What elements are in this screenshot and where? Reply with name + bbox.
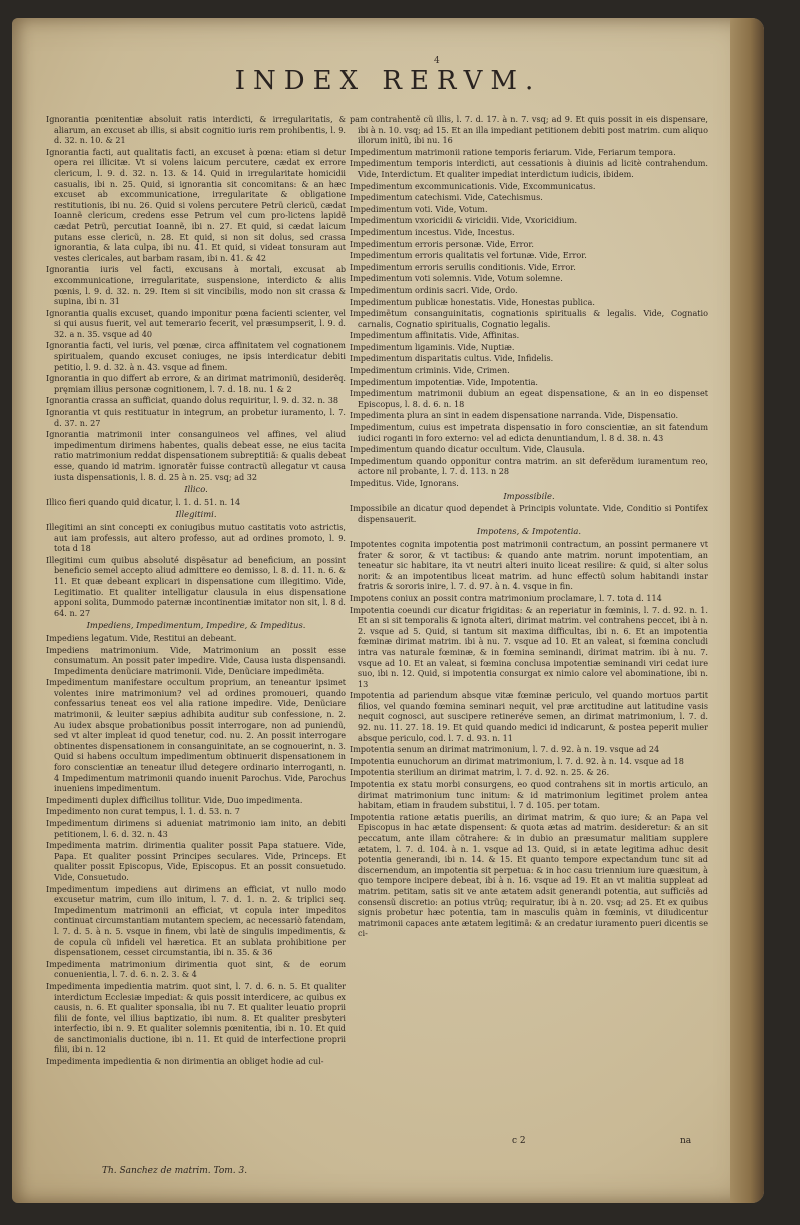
index-entry: Impedimentum impotentiæ. Vide, Impotentia. <box>350 376 538 387</box>
index-entry: Impediens legatum. Vide, Restitui an debeant. <box>46 632 237 643</box>
signature-mark: c 2 <box>512 1136 526 1146</box>
index-subheading: Impediens, Impedimentum, Impedire, & Impeditus. <box>86 620 306 631</box>
index-entry: Impedimenta impedientia & non dirimentia an obliget hodie ad cul- <box>46 1056 324 1067</box>
index-subheading: Illico. <box>184 484 208 495</box>
index-entry: Impedimenta plura an sint in eadem dispensatione narranda. Vide, Dispensatio. <box>350 410 679 421</box>
index-entry: Impedimentum ordinis sacri. Vide, Ordo. <box>350 284 518 295</box>
index-entry: Impediens matrimonium. Vide, Matrimonium an possit esse consumatum. An possit pater impedire. Vide, Causa iusta dispensandi. Impedimenta denũciare matrimonii. Vide, Denũciare impedimẽta. <box>46 644 346 676</box>
index-subheading: Impotens, & Impotentia. <box>476 526 582 537</box>
index-entry: Impedimentum dirimens si adueniat matrimonio iam inito, an debiti petitionem, l. 6. d. 32. n. 43 <box>46 818 346 839</box>
index-subheading: Illegitimi. <box>175 509 217 520</box>
index-entry: Impotentia ratione ætatis puerilis, an dirimat matrim, & quo iure; & an Papa vel Episcopus in hac ætate dispensent: & quota ætas ad matrim. desideretur: & an sit peccatum, ante illam cõtrahere: & in dubio an præsumatur malitiam supplere ætatem, l. 7. d. 104. à n. 1. vsque ad 13. Quid, si in ætate legitima adhuc desit potentia generandi, ibi n. 14. & 15. Et quanto tempore expectandum tunc sit ad discernendum, an impotentia sit perpetua: & in hoc casu triennium iure quæsitum, à quo tempore incipere debeat, ibi à n. 16. vsque ad 19. Et an vt malitia suppleat ad matrim. petitam, satis sit ve ante ætatem adsit generandi potentia, aut sufficiẽs ad consensũ discretio: an potius vtrũq; requiratur, ibi à n. 20. vsq; ad 25. Et ex quibus signis probetur hæc potentia, tam in masculis quàm in fœminis, vt diiudicentur matrimonii capaces ante ætatem legitimã: & an credatur iuramento pueri dicentis se ci- <box>350 811 708 939</box>
index-entry: Impedimentum affinitatis. Vide, Affinitas. <box>350 330 520 341</box>
index-entry: Impedimentum impediens aut dirimens an efficiat, vt nullo modo excusetur matrim, cum illo initum, l. 7. d. 1. n. 2. & triplici seq. Impedimentum matrimonii an efficiat, vt copula inter impeditos continuat circumstantiam mutantem speciem, ac necessariò fatendam, l. 7. d. 5. à n. 5. vsque in finem, vbi latè de singulis impedimentis, & de copula cũ infideli vel hæretica. Et an sublata prohibitione per dispensationem, cesset circumstantia, ibi n. 35. & 36 <box>46 883 346 958</box>
index-entry: Ignorantia crassa an sufficiat, quando dolus requiritur, l. 9. d. 32. n. 38 <box>46 395 338 406</box>
index-entry: Impedimentum criminis. Vide, Crimen. <box>350 365 510 376</box>
index-entry: Impotentia sterilium an dirimat matrim, l. 7. d. 92. n. 25. & 26. <box>350 767 610 778</box>
index-entry: Impedimentum catechismi. Vide, Catechismus. <box>350 192 543 203</box>
book-page <box>12 18 764 1203</box>
index-entry: Impotentia ex statu morbi consurgens, eo quod contrahens sit in mortis articulo, an dirimat matrimonium tunc initum: & id matrimonium legitimet prolem antea habitam, etiam in fraudem substitui, l. 7 d. 105. per totam. <box>350 779 708 811</box>
index-entry: Illegitimi cum quibus absoluté dispẽsatur ad beneficium, an possint beneficio semel accepto aliud admittere eo demisso, l. 8. d. 11. n. 6. & 11. Et quæ debeant explicari in dispensatione cum illegitimo. Vide, Legitimatio. Et qualiter intelligatur clausula in eius dispensatione apponi solita, Dummodo paternæ incontinentiæ imitator non sit, l. 8 d. 64. n. 27 <box>46 554 346 618</box>
index-entry: Impedimentum matrimonii dubium an egeat dispensatione, & an in eo dispenset Episcopus, l. 8. d. 6. n. 18 <box>350 388 708 409</box>
index-entry: Impedimentum voti. Vide, Votum. <box>350 203 488 214</box>
index-entry: pam contrahentẽ cũ illis, l. 7. d. 17. à n. 7. vsq; ad 9. Et quis possit in eis dispensare, ibi à n. 10. vsq; ad 15. Et an illa impediant petitionem debiti post matrim. cum aliquo illorum initũ, ibi nu. 16 <box>350 114 708 146</box>
index-entry: Impedimento non curat tempus, l. 1. d. 53. n. 7 <box>46 806 240 817</box>
imprint-line: Th. Sanchez de matrim. Tom. 3. <box>102 1166 248 1176</box>
index-entry: Impedimentum voti solemnis. Vide, Votum solemne. <box>350 273 563 284</box>
index-entry: Impedimentum erroris seruilis conditionis. Vide, Error. <box>350 261 576 272</box>
index-entry: Impotentia coeundi cur dicatur frigiditas: & an reperiatur in fœminis, l. 7. d. 92. n. 1. Et an si sit temporalis & ignota alteri, dirimat matrim. vel contrahens peccet, ibi à n. 2. vsque ad 5. Quid, si tantum sit maxima difficultas, ibi n. 6. Et an impotentia fœminæ dirimat matrim. ibi à nu. 7. vsque ad 10. Et an valeat, si fœmina concludi intra vas naturale fœminæ, & in fœmina seminandi, dirimat matrim. ibi à nu. 7. vsque ad 10. Et an valeat, si fœmina conclusa impotentiæ seminandi viri cedat iure suo, ibi n. 12. Quid, si impotentia consurgat ex nimio calore vel abominatione, ibi n. 13 <box>350 604 708 689</box>
index-entry: Impedimentum excommunicationis. Vide, Excommunicatus. <box>350 180 596 191</box>
page-number: 4 <box>434 56 440 66</box>
index-entry: Impedimenta impedientia matrim. quot sint, l. 7. d. 6. n. 5. Et qualiter interdictum Ecclesiæ impediat: & quis possit interdicere, ac quibus ex causis, n. 6. Et qualiter sponsalia, ibi nu 7. Et qualiter leuatio proprii filii de fonte, vel illius baptizatio, ibi num. 8. Et qualiter presbyteri interfectio, ibi n. 9. Et qualiter solemnis pœnitentia, ibi n. 10. Et quid de sanctimonialis ductione, ibi n. 11. Et quid de interfectione proprii filii, ibi n. 12 <box>46 980 346 1055</box>
index-entry: Impedimentum vxoricidii & viricidii. Vide, Vxoricidium. <box>350 215 578 226</box>
index-subheading: Impossibile. <box>503 490 555 501</box>
index-entry: Impotentia eunuchorum an dirimat matrimonium, l. 7. d. 92. à n. 14. vsque ad 18 <box>350 755 684 766</box>
page-title: INDEX RERVM. <box>234 66 542 96</box>
index-entry: Impedimenta matrimonium dirimentia quot sint, & de eorum conuenientia, l. 7. d. 6. n. 2. 3. & 4 <box>46 958 346 980</box>
index-entry: Ignorantia iuris vel facti, excusans à mortali, excusat ab excommunicatione, irregularitate, suspensione, interdicto & aliis pœnis, l. 9. d. 32. n. 29. Item si sit vincibilis, modo non sit crassa & supina, ibi n. 31 <box>46 264 346 307</box>
index-entry: Impedimentum matrimonii ratione temporis feriarum. Vide, Feriarum tempora. <box>350 146 676 157</box>
left-column <box>46 114 346 1068</box>
index-entry: Ignorantia pœnitentiæ absoluit ratis interdicti, & irregularitatis, & aliarum, an excuset ab illis, si absit cognitio iuris rem prohibentis, l. 9. d. 32. n. 10. & 21 <box>46 114 346 146</box>
index-entry: Impedimentum, cuius est impetrata dispensatio in foro conscientiæ, an sit fatendum iudici roganti in foro externo: vel ad edicta denuntiandum, l. 8 d. 38. n. 43 <box>350 422 708 443</box>
index-entry: Ignorantia facti, vel iuris, vel pœnæ, circa affinitatem vel cognationem spiritualem, quando excuset coniuges, ne ipsis interdicatur debiti petitio, l. 9. d. 32. à n. 43. vsque ad finem. <box>46 340 346 372</box>
index-entry: Impotentia ad pariendum absque vitæ fœminæ periculo, vel quando mortuos partit filios, vel quando fœmina seminari nequit, vel præ arctitudine aut latitudine vasis nequit cognosci, aut suscipere retineréve semen, an dirimat matrimonium, l. 7. d. 92. nu. 11. 27. 18. 19. Et quid quando medici id indicarunt, & postea peperit mulier absque periculo, cod. l. 7. d. 93. n. 11 <box>350 690 708 743</box>
index-entry: Impotentes cognita impotentia post matrimonii contractum, an possint permanere vt frater & soror, & vt tactibus: & quando ante matrim. norunt impotentiam, an teneatur sic habitare, ita vt neutri alteri inuito liceat resilire: & quid, si alter solus norit: & an impotentibus liceat matrim. ad hunc effectũ solum habitandi instar fratris & sororis inire, l. 7. d. 97. à n. 4. vsque in fin. <box>350 538 708 592</box>
index-entry: Illico fieri quando quid dicatur, l. 1. d. 51. n. 14 <box>46 496 241 507</box>
index-entry: Impedimentum manifestare occultum proprium, an teneantur ipsimet volentes inire matrimonium? vel ad ordines promoueri, quando confessarius teneat eos vel alia ratione impedire. Vide, Denũciare matrimonii, & leuiter sæpius adhibita auditur sub confessione, n. 2. Au iudex absque probationibus possit interrogare, non ad puniendũ, sed vt alter impleat id quod tenetur, cod. nu. 2. An possit interrogare obtinentes dispensationem in consanguinitate, an se cognouerint, n. 3. Quid si habens occultum impedimentum obtinuerit dispensationem in foro conscientiæ an teneatur illud detegere ordinario interroganti, n. 4 Impedimentum matrimonii quando inuenit Parochus. Vide, Parochus inueniens impedimentum. <box>46 677 346 794</box>
index-entry: Impedimentum publicæ honestatis. Vide, Honestas publica. <box>350 296 595 307</box>
index-entry: Impedimentum disparitatis cultus. Vide, Infidelis. <box>350 353 554 364</box>
index-entry: Impeditus. Vide, Ignorans. <box>350 478 459 488</box>
index-entry: Ignorantia vt quis restituatur in integrum, an probetur iuramento, l. 7. d. 37. n. 27 <box>46 407 346 428</box>
index-entry: Illegitimi an sint concepti ex coniugibus mutuo castitatis voto astrictis, aut iam professis, aut altero professo, aut ad ordines promoto, l. 9. tota d 18 <box>46 521 346 554</box>
index-entry: Impedimẽtum consanguinitatis, cognationis spiritualis & legalis. Vide, Cognatio carnalis, Cognatio spiritualis, Cognatio legalis. <box>350 308 708 329</box>
index-entry: Impedimentum incestus. Vide, Incestus. <box>350 226 515 237</box>
index-entry: Impedimentum erroris qualitatis vel fortunæ. Vide, Error. <box>350 250 587 261</box>
right-column <box>350 114 708 940</box>
index-entry: Impedimentum quando opponitur contra matrim. an sit deferẽdum iuramentum reo, actore nil probante, l. 7. d. 113. n 28 <box>350 455 708 477</box>
index-entry: Impotentia senum an dirimat matrimonium, l. 7. d. 92. à n. 19. vsque ad 24 <box>350 744 660 755</box>
index-entry: Impedimentum quando dicatur occultum. Vide, Clausula. <box>350 444 585 455</box>
index-entry: Ignorantia qualis excuset, quando imponitur pœna facienti scienter, vel si qui ausus fuerit, vel aut temerario fecerit, vel præsumpserit, l. 9. d. 32. a n. 35. vsque ad 40 <box>46 307 346 339</box>
index-entry: Ignorantia in quo differt ab errore, & an dirimat matrimoniũ, desiderẽq. pręmiam illius personæ cognitionem, l. 7. d. 18. nu. 1 & 2 <box>46 373 346 394</box>
index-entry: Impotens coniux an possit contra matrimonium proclamare, l. 7. tota d. 114 <box>350 592 662 603</box>
index-entry: Ignorantia facti, aut qualitatis facti, an excuset à pœna: etiam si detur opera rei illicitæ. Vt si volens laicum percutere, cædat ex errore clericum, l. 9. d. 32. n. 13. & 14. Quid in irregularitate homicidii casualis, ibi n. 25. Quid, si ignorantia sit concomitans: & an hæc excuset ab excommunicatione, irregularitate & obligatione restitutionis, ibi nu. 26. Quid si volens percutere Petrũ clericũ, cædat Ioannẽ clericum, credens esse Petrum vel cum pro-lictens lapidẽ cædat Petrũ, percutiat Ioannẽ, ibi n. 27. Et quid, si cædat laicum putans esse clericũ, n. 28. Et quid, si non sit dolus, sed crassa ignorantia, & lata culpa, ibi nu. 41. Et quid, si videat tonsuram aut vestes clericales, aut barbam rasam, ibi n. 41. & 42 <box>46 146 346 263</box>
index-entry: Impedimentum erroris personæ. Vide, Error. <box>350 238 534 249</box>
index-entry: Impedimenta matrim. dirimentia qualiter possit Papa statuere. Vide, Papa. Et qualiter possint Principes seculares. Vide, Princeps. Et qualiter possit Episcopus, Vide, Episcopus. Et an possit consuetudo. Vide, Consuetudo. <box>46 840 346 882</box>
index-entry: Impedimentum temporis interdicti, aut cessationis à diuinis ad licitè contrahendum. Vide, Interdictum. Et qualiter impediat interdictum iudicis, ibidem. <box>350 158 708 179</box>
index-entry: Ignorantia matrimonii inter consanguineos vel affines, vel aliud impedimentum dirimens habentes, qualis debeat esse, ne eius tacita ratio matrimonium reddat dispensationem subreptitiã: & qualis debeat esse, quando id matrim. ignoratẽr fuisse contractũ allegatur vt causa iusta dispensationis, l. 8. d. 25 à n. 25. vsq; ad 32 <box>46 429 346 482</box>
index-entry: Impossibile an dicatur quod dependet à Principis voluntate. Vide, Conditio si Pontifex dispensauerit. <box>350 503 708 524</box>
page-edge <box>730 18 764 1203</box>
index-entry: Impedimentum ligaminis. Vide, Nuptiæ. <box>350 341 515 352</box>
catchword: na <box>680 1136 692 1146</box>
index-entry: Impedimenti duplex difficilius tollitur. Vide, Duo impedimenta. <box>46 794 303 805</box>
